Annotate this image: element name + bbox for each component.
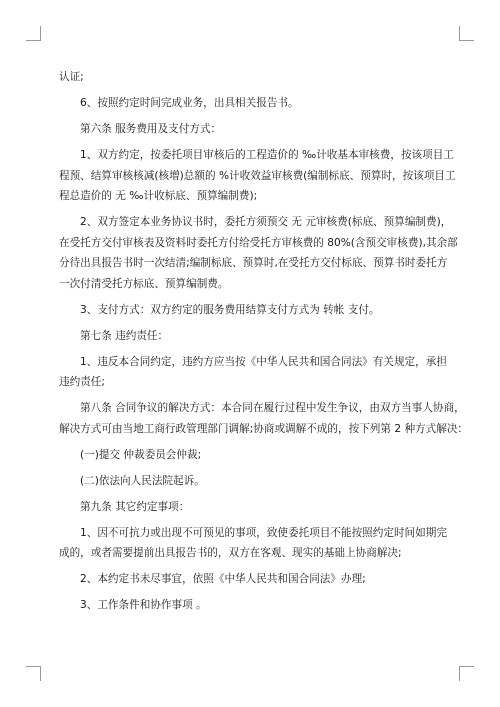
document-line: 认证; [59,71,84,83]
document-line: 1、违反本合同约定，违约方应当按《中华人民共和国合同法》有关规定，承担 [80,355,447,368]
document-line: 1、双方约定，按委托项目审核后的工程造价的 ‰计收基本审核费，按该项目工 [80,149,454,161]
document-line: 成的，或者需要提前出具报告书的，双方在客观、现实的基础上协商解决; [59,547,402,559]
document-line: 第七条 违约责任： [80,329,169,342]
document-line: (二)依法向人民法院起诉。 [80,474,205,487]
document-line: 3、支付方式：双方约定的服务费用结算支付方式为 转帐 支付。 [80,303,380,316]
document-line: 2、双方签定本业务协议书时，委托方须预交 无 元审核费(标底、预算编制费)， [80,216,452,228]
document-line: 1、因不可抗力或出现不可预见的事项，致使委托项目不能按照约定时间如期完 [80,526,447,539]
document-line: 3、工作条件和协作事项 。 [80,599,207,611]
document-line: 违约责任; [59,376,105,388]
document-line: 一次付清受托方标底、预算编制费。 [59,277,229,290]
document-line: 2、本约定书未尽事宜，依照《中华人民共和国合同法》办理; [80,573,366,585]
document-line: 在受托方交付审核表及资料时委托方付给受托方审核费的 80%(含预交审核费),其余部 [59,236,458,249]
document-line: 6、按照约定时间完成业务，出具相关报告书。 [80,97,299,109]
crop-mark-bottom-left [26,666,41,681]
document-line: 程总造价的 无 ‰计收标底、预算编制费); [59,190,258,202]
crop-mark-top-left [26,26,41,41]
document-line: (一)提交 仲裁委员会仲裁; [80,448,202,461]
document-line: 程预、结算审核核减(核增)总额的 %计收效益审核费(编制标底、预算时，按该项目工 [59,169,456,182]
document-line: 第六条 服务费用及支付方式： [80,123,222,135]
crop-mark-bottom-right [459,666,474,681]
document-line: 第九条 其它约定事项： [80,500,190,513]
document-line: 解决方式可由当地工商行政管理部门调解;协商或调解不成的，按下列第 2 种方式解决： [59,422,469,435]
document-line: 第八条 合同争议的解决方式：本合同在履行过程中发生争议，由双方当事人协商， [80,402,465,414]
document-body [59,67,469,616]
document-line: 分待出具报告书时一次结清;编制标底、预算时,在受托方交付标底、预算书时委托方 [59,257,448,269]
crop-mark-top-right [459,26,474,41]
